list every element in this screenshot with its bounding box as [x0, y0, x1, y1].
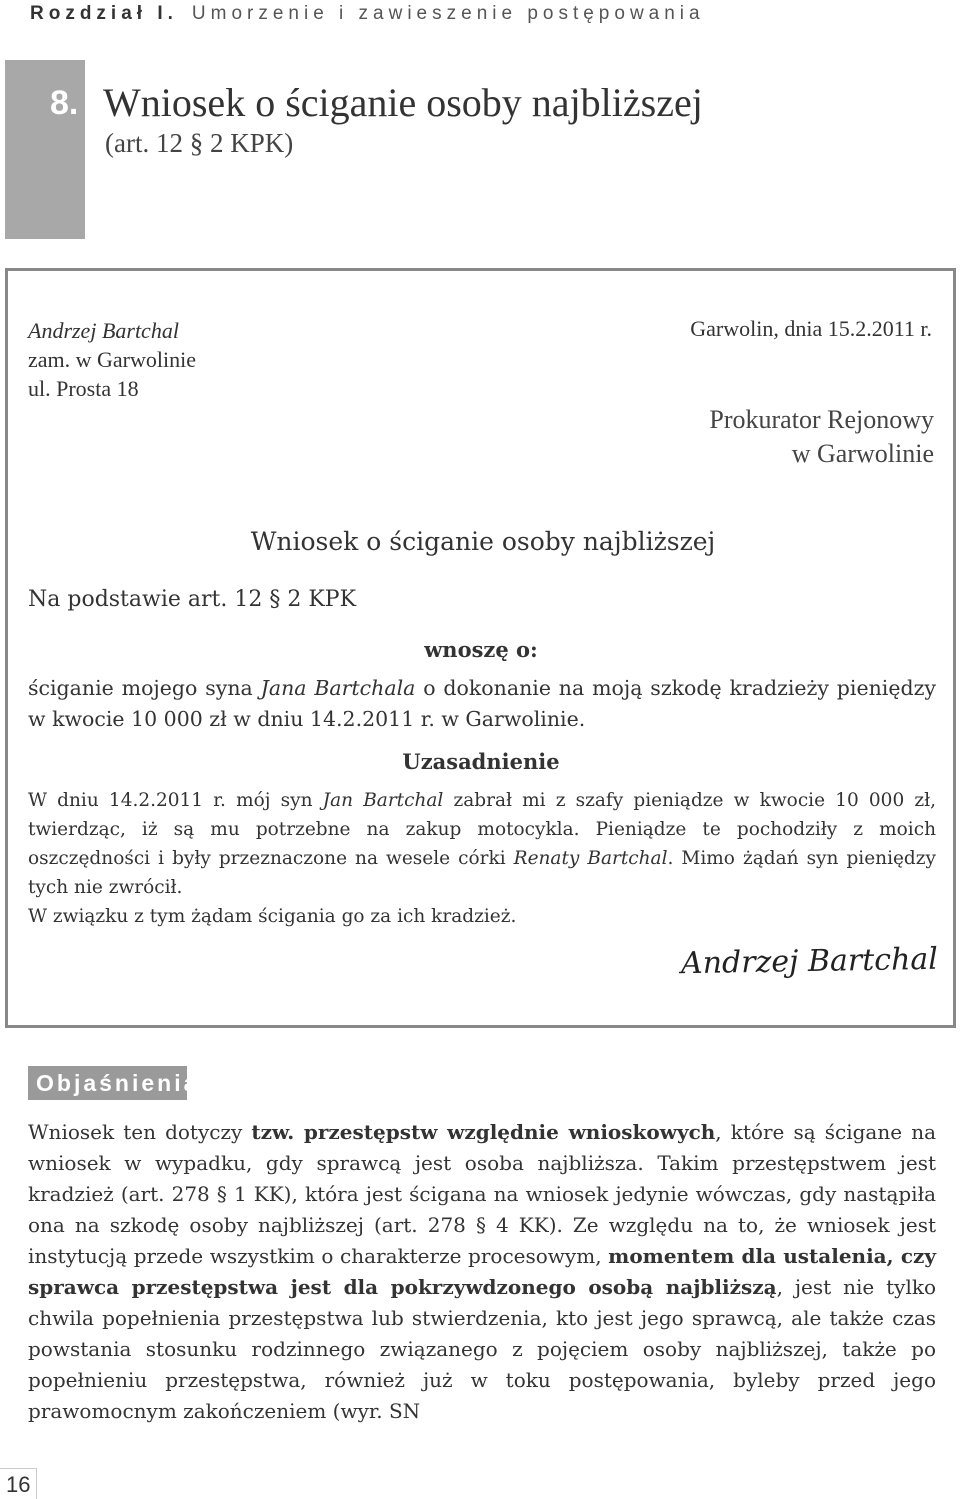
letter-date: Garwolin, dnia 15.2.2011 r.: [690, 316, 932, 341]
justification-body: [28, 786, 936, 931]
running-head: [30, 3, 705, 25]
sender-street: ul. Prosta 18: [28, 376, 139, 401]
explanation-text: Wniosek ten dotyczy: [28, 1120, 252, 1144]
explanations-label: Objaśnienia: [28, 1066, 187, 1100]
sender-city: zam. w Garwolinie: [28, 347, 196, 372]
explanation-bold: tzw. przestępstw względnie wnioskowych: [251, 1120, 716, 1144]
page-number: 16: [6, 1472, 31, 1497]
justification-paragraph: [28, 786, 936, 902]
request-text: o dokonanie na moją szkodę kradzieży pieniędzy w kwocie 10 000 zł w dniu 14.2.2011 r. w Garwolinie.: [28, 676, 936, 731]
justification-label: Uzasadnienie: [402, 749, 560, 774]
justification-text: zabrał mi z szafy pieniądze w kwocie 10 000 zł, twierdząc, iż są mu potrzebne na zakup motocykla. Pieniądze te pochodziły z moich oszczędności i były przeznaczone na wesele córki: [28, 790, 936, 869]
explanation-bold: momentem dla ustalenia, czy sprawca przestępstwa jest dla pokrzywdzonego osobą najbliższą: [28, 1244, 936, 1299]
request-text: ściganie mojego syna: [28, 676, 261, 700]
explanation-text: , które są ścigane na wniosek w wypadku, gdy sprawcą jest osoba najbliższa. Takim przestępstwem jest kradzież (art. 278 § 1 KK), która jest ścigana na wniosek jedynie wówczas, gdy nastąpiła ona na szkodę osoby najbliższej (art. 278 § 4 KK). Ze względu na to, że wniosek jest instytucją przede wszystkim o charakterze procesowym,: [28, 1120, 936, 1268]
justification-text: . Mimo żądań syn pieniędzy tych nie zwrócił.: [28, 848, 936, 898]
addressee-line2: w Garwolinie: [791, 439, 934, 468]
handwritten-signature: Andrzej Bartchal: [680, 941, 939, 982]
request-person-name: Jana Bartchala: [260, 676, 416, 700]
chapter-subtitle: Umorzenie i zawieszenie postępowania: [191, 3, 705, 24]
daughter-name: Renaty Bartchal: [513, 848, 668, 869]
justification-text: W dniu 14.2.2011 r. mój syn: [28, 790, 323, 811]
request-body: [28, 673, 936, 735]
section-number: 8.: [50, 84, 79, 122]
explanations-body: [28, 1117, 936, 1427]
chapter-label: Rozdział I.: [30, 3, 178, 24]
legal-basis: Na podstawie art. 12 § 2 KPK: [28, 587, 357, 612]
section-title: Wniosek o ściganie osoby najbliższej: [103, 80, 703, 125]
son-name: Jan Bartchal: [322, 790, 444, 811]
addressee-block: [709, 403, 934, 471]
letter-title: Wniosek o ściganie osoby najbliższej: [250, 527, 716, 556]
explanation-text: , jest nie tylko chwila popełnienia przestępstwa lub stwierdzenia, kto jest jego sprawcą, ale także czas powstania stosunku rodzinnego związanego z pojęciem osoby najbliższej, także po popełnieniu przestępstwa, również już w toku postępowania, byleby przed jego prawomocnym zakończeniem (wyr. SN: [28, 1275, 936, 1423]
section-subtitle: (art. 12 § 2 KPK): [105, 128, 294, 158]
addressee-line1: Prokurator Rejonowy: [709, 405, 934, 434]
request-label: wnoszę o:: [424, 637, 538, 662]
sender-name: Andrzej Bartchal: [28, 318, 179, 343]
justification-paragraph: W związku z tym żądam ścigania go za ich kradzież.: [28, 906, 517, 927]
sender-block: [28, 316, 196, 403]
